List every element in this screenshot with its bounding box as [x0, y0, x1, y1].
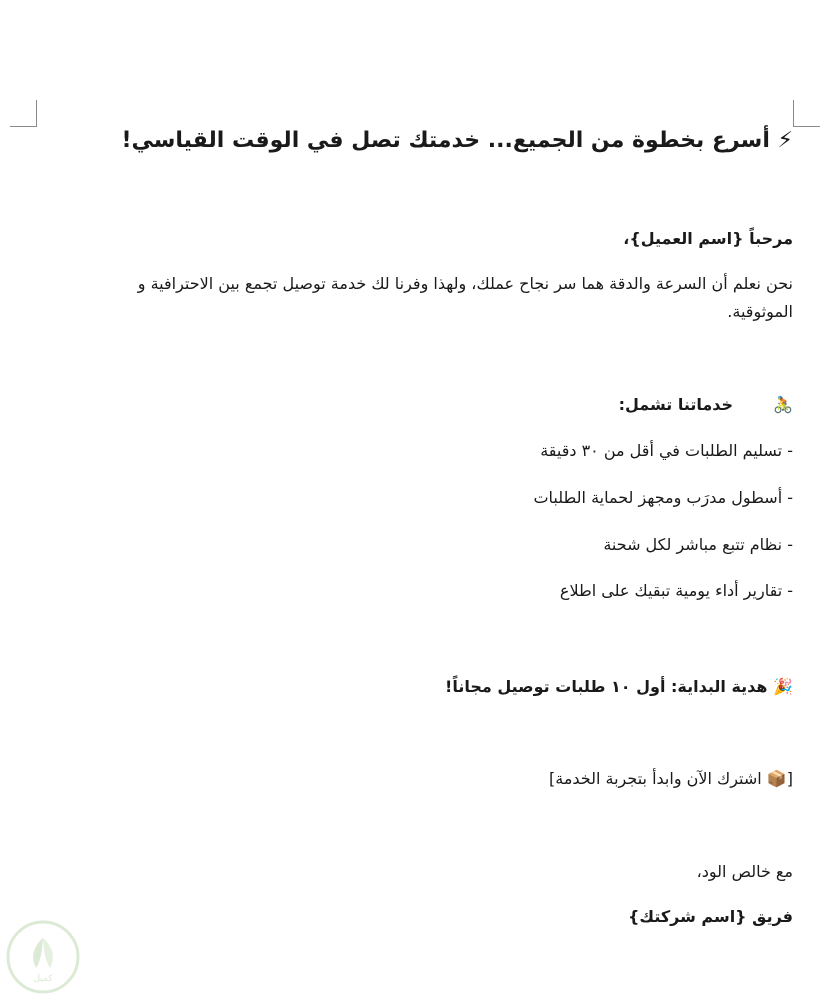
services-heading [619, 392, 793, 418]
signature: فريق {اسم شركتك} [628, 907, 793, 926]
cta-bracket: [ [786, 769, 793, 788]
gift-line [445, 674, 793, 700]
cta-text[interactable]: اشترك الآن وابدأ بتجربة الخدمة] [549, 769, 762, 788]
service-item: - نظام تتبع مباشر لكل شحنة [603, 535, 793, 554]
party-popper-icon: 🎉 [773, 677, 793, 696]
cta-line[interactable] [549, 766, 793, 792]
gift-text: هدية البداية: أول ١٠ طلبات توصيل مجاناً! [445, 677, 768, 696]
service-item: - أسطول مدرَب ومجهز لحماية الطلبات [533, 488, 793, 507]
title-text: أسرع بخطوة من الجميع... خدمتك تصل في الوقت القياسي! [121, 128, 770, 153]
cyclist-icon: 🚴 [773, 395, 793, 414]
service-item: - تقارير أداء يومية تبقيك على اطلاع [559, 581, 793, 600]
services-heading-text: خدماتنا تشمل: [618, 395, 734, 414]
intro-paragraph: نحن نعلم أن السرعة والدقة هما سر نجاح عملك، ولهذا وفرنا لك خدمة توصيل تجمع بين الاحترافية و الموثوقية. [137, 274, 793, 321]
closing: مع خالص الود، [696, 862, 793, 881]
watermark-logo [4, 918, 82, 996]
package-icon: 📦 [766, 769, 787, 788]
watermark-text: كميل [33, 974, 53, 984]
greeting: مرحباً {اسم العميل}، [623, 229, 793, 248]
service-item: - تسليم الطلبات في أقل من ٣٠ دقيقة [540, 441, 793, 460]
document-title [121, 124, 793, 158]
lightning-icon: ⚡ [777, 128, 793, 153]
crop-mark-left [10, 100, 37, 127]
crop-mark-right [793, 100, 820, 127]
